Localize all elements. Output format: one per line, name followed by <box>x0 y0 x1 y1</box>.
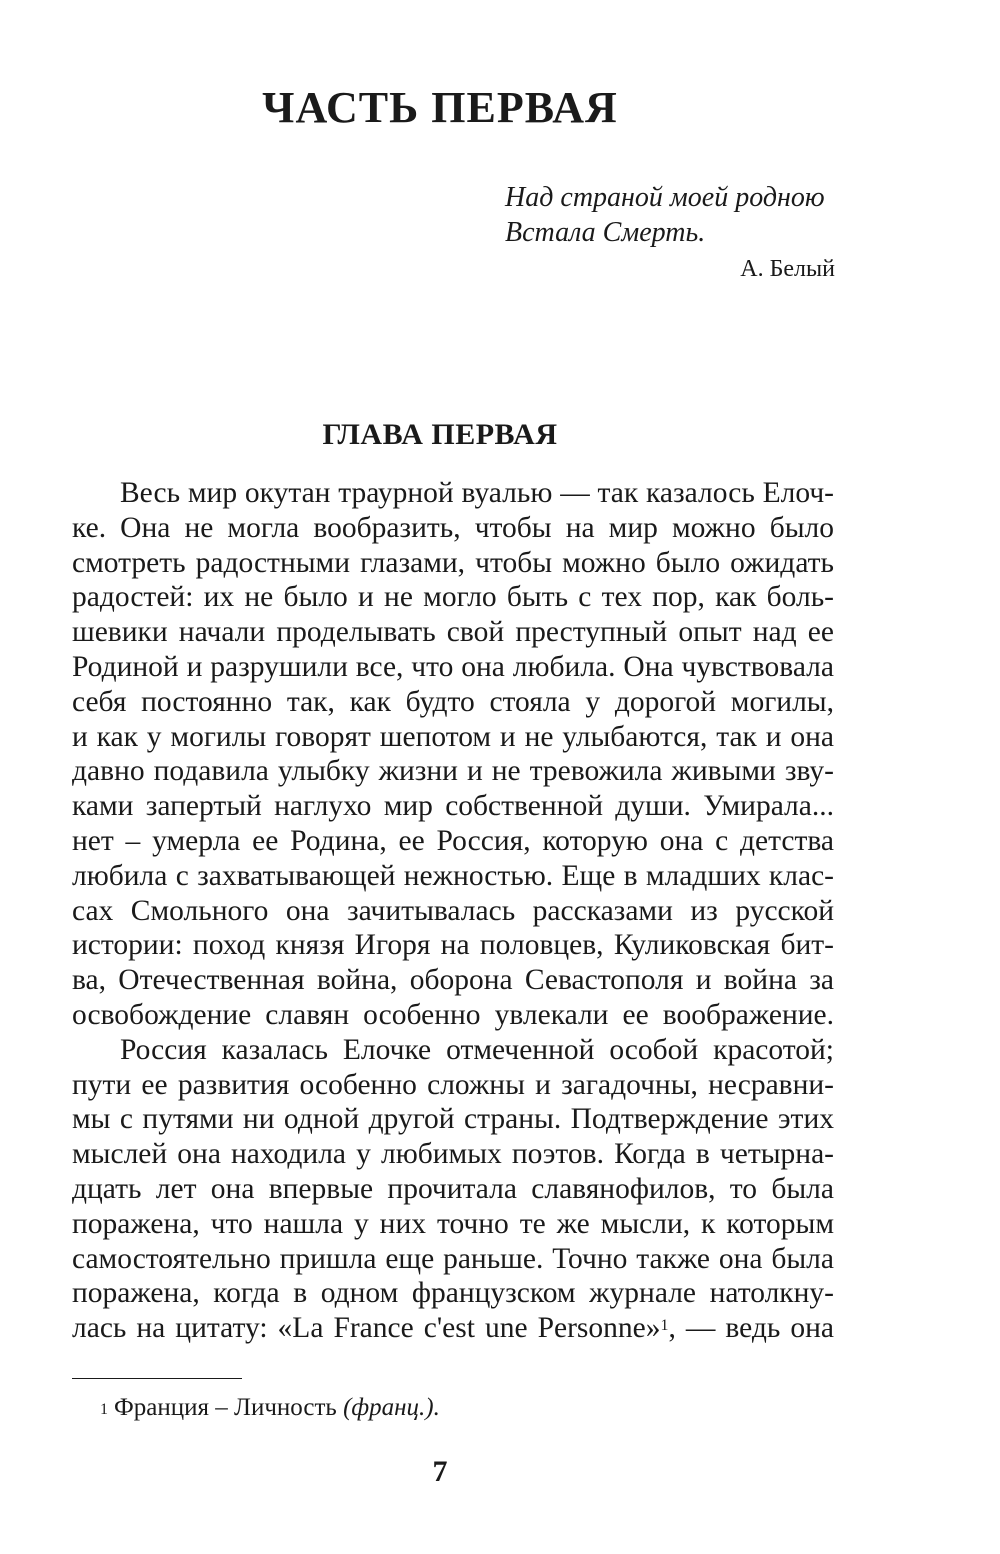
text-line: и как у могилы говорят шепотом и не улыбаются, так и она <box>72 720 834 753</box>
epigraph-line: Над страной моей родною <box>505 182 825 213</box>
text-line: Россия казалась Елочке отмеченной особой красотой; <box>120 1033 834 1066</box>
text-line: ва, Отечественная война, оборона Севастополя и война за <box>72 964 834 997</box>
text-line: поражена, когда в одном французском журнале натолкну- <box>72 1277 834 1310</box>
epigraph-author: А. Белый <box>740 256 835 282</box>
text-fragment: , — ведь она <box>668 1312 834 1345</box>
text-line: радостей: их не было и не могло быть с тех пор, как боль- <box>72 581 834 614</box>
text-line-with-footnote <box>72 1311 834 1346</box>
text-line: ками запертый наглухо мир собственной души. Умирала... <box>72 790 834 823</box>
text-line: пути ее развития особенно сложны и загадочны, несравни- <box>72 1068 834 1101</box>
text-line: Весь мир окутан траурной вуалью — так казалось Елоч- <box>120 477 834 509</box>
text-line: освобождение славян особенно увлекали ее воображение. <box>72 998 834 1031</box>
text-line: шевики начали проделывать свой преступный опыт над ее <box>72 616 834 649</box>
footnote <box>100 1392 440 1424</box>
text-fragment: лась на цитату: «La France c'est une Personne» <box>72 1312 661 1345</box>
footnote-marker: 1 <box>660 1317 669 1335</box>
footnote-text: Франция – Личность <box>114 1394 344 1421</box>
text-line: смотреть радостными глазами, чтобы можно было ожидать <box>72 546 834 579</box>
text-line: нет – умерла ее Родина, ее Россия, которую она с детства <box>72 824 834 857</box>
text-line: сах Смольного она зачитывалась рассказами из русской <box>72 894 834 927</box>
text-line: любила с захватывающей нежностью. Еще в младших клас- <box>72 859 834 892</box>
footnote-italic: (франц.). <box>343 1394 440 1421</box>
part-title: ЧАСТЬ ПЕРВАЯ <box>262 83 618 132</box>
text-line: ке. Она не могла вообразить, чтобы на мир можно было <box>72 511 834 544</box>
text-line: истории: поход князя Игоря на половцев, Куликовская бит- <box>72 929 834 962</box>
text-line: самостоятельно пришла еще раньше. Точно также она была <box>72 1242 834 1275</box>
text-line: поражена, что нашла у них точно те же мысли, к которым <box>72 1207 834 1240</box>
page-number: 7 <box>432 1455 448 1488</box>
text-line: мыслей она находила у любимых поэтов. Когда в четырна- <box>72 1138 834 1171</box>
footnote-divider <box>72 1378 242 1379</box>
text-line: себя постоянно так, как будто стояла у дорогой могилы, <box>72 685 834 718</box>
epigraph-line: Встала Смерть. <box>505 217 706 248</box>
text-line: давно подавила улыбку жизни и не тревожила живыми зву- <box>72 755 834 788</box>
chapter-title: ГЛАВА ПЕРВАЯ <box>322 418 558 451</box>
body-text <box>72 476 834 1346</box>
footnote-number: 1 <box>100 1401 108 1418</box>
text-line: мы с путями ни одной другой страны. Подтверждение этих <box>72 1103 834 1136</box>
text-line: дцать лет она впервые прочитала славянофилов, то была <box>72 1172 834 1205</box>
epigraph <box>505 180 835 284</box>
text-line: Родиной и разрушили все, что она любила. Она чувствовала <box>72 650 834 683</box>
